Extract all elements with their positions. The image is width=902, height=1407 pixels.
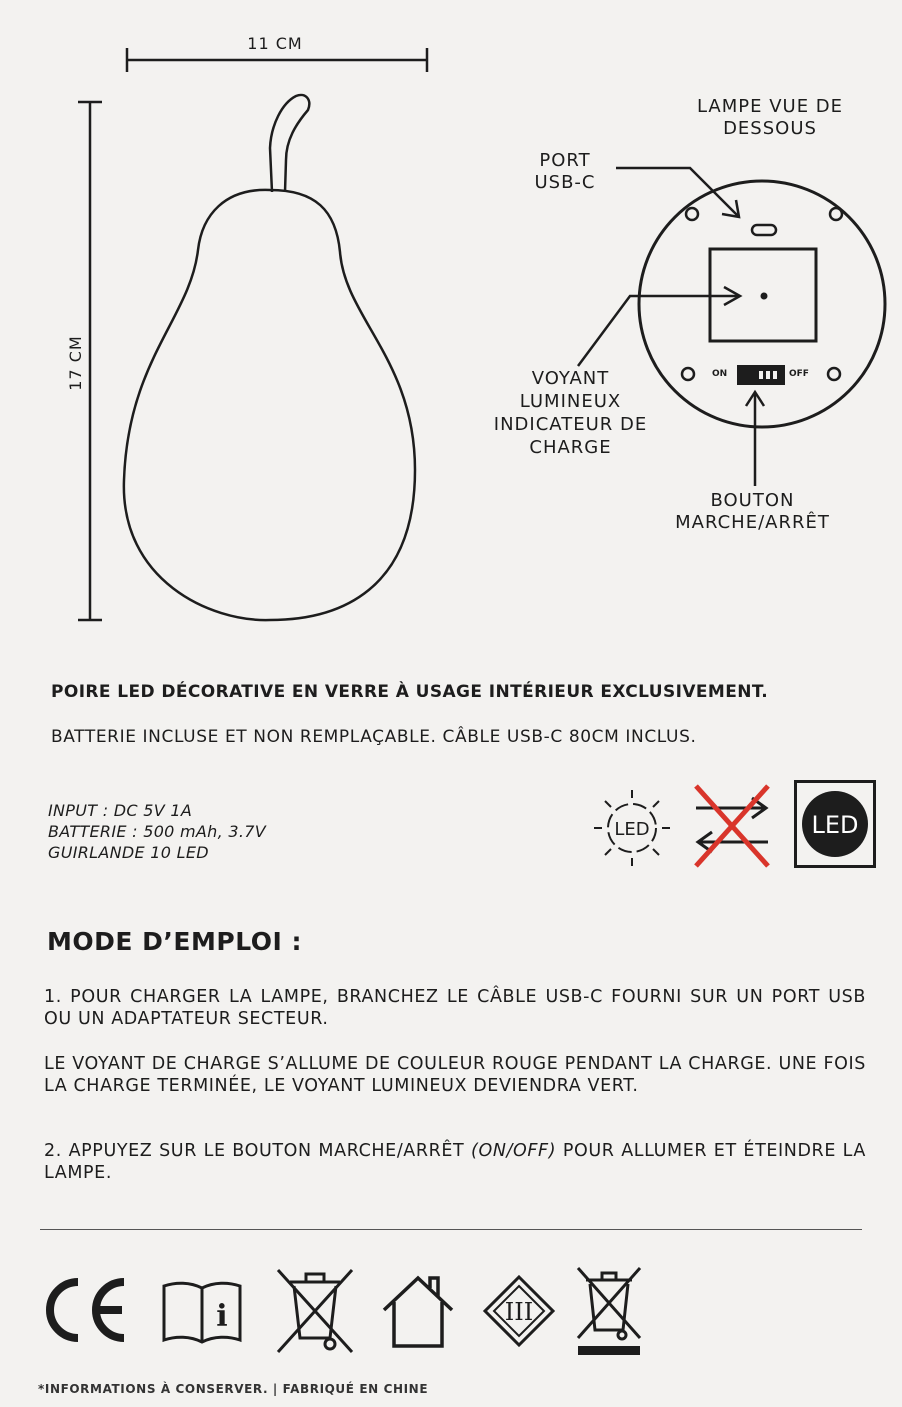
charge-indicator-label: VOYANT LUMINEUX INDICATEUR DE CHARGE <box>493 368 648 458</box>
step2-text-end: POUR ALLUMER ET ÉTEINDRE LA LAMPE. <box>44 1141 866 1183</box>
spec-battery: BATTERIE : 500 mAh, 3.7V <box>48 822 266 841</box>
manual-text: i <box>216 1299 228 1334</box>
divider <box>40 1229 862 1230</box>
spec-garland: GUIRLANDE 10 LED <box>48 843 209 862</box>
no-replace-bulb-icon <box>690 782 774 870</box>
arrow-usb <box>616 168 739 217</box>
instruction-charge-note: LE VOYANT DE CHARGE S’ALLUME DE COULEUR ROUGE PENDANT LA CHARGE. UNE FOIS LA CHARGE TERMINÉE, LE VOYANT LUMINEUX DEVIENDRA VERT. <box>44 1054 866 1096</box>
pear-stem <box>270 95 309 192</box>
arrow-voyant <box>578 287 740 366</box>
ce-mark-icon <box>38 1272 130 1348</box>
screw-hole-icon <box>828 368 840 380</box>
step2-emphasis: (ON/OFF) <box>471 1141 557 1161</box>
screw-hole-icon <box>830 208 842 220</box>
weee-battery-bin-icon <box>574 1264 644 1358</box>
led-dark-text: LED <box>811 811 859 839</box>
instruction-step-1: 1. POUR CHARGER LA LAMPE, BRANCHEZ LE CÂBLE USB-C FOURNI SUR UN PORT USB OU UN ADAPTATEUR SECTEUR. <box>44 987 866 1029</box>
footer-note: *INFORMATIONS À CONSERVER. | FABRIQUÉ EN CHINE <box>38 1382 429 1396</box>
charge-indicator-dot <box>761 293 768 300</box>
switch-on-label: ON <box>712 369 728 379</box>
instructions-title: MODE D’EMPLOI : <box>47 927 302 956</box>
led-badge-icon <box>794 780 876 868</box>
usb-port-label: PORT USB-C <box>534 150 596 193</box>
pear-outline <box>124 190 415 620</box>
battery-cable-info: BATTERIE INCLUSE ET NON REMPLAÇABLE. CÂBLE USB-C 80CM INCLUS. <box>51 727 697 747</box>
indoor-house-icon <box>378 1270 458 1352</box>
led-light-icon <box>592 786 672 870</box>
manual-book-icon <box>160 1276 244 1346</box>
width-label: 11 CM <box>247 34 303 53</box>
lamp-bottom-view <box>639 181 885 427</box>
switch-off-label: OFF <box>789 369 809 379</box>
class-text: III <box>504 1298 534 1326</box>
screw-hole-icon <box>686 208 698 220</box>
led-sun-text: LED <box>614 819 650 840</box>
arrow-bouton <box>746 392 764 486</box>
spec-input: INPUT : DC 5V 1A <box>48 801 193 820</box>
bottom-view-title: LAMPE VUE DE DESSOUS <box>696 96 844 139</box>
weee-bin-icon <box>272 1264 358 1356</box>
height-label: 17 CM <box>66 335 85 391</box>
specs-block <box>48 800 266 863</box>
class-iii-icon <box>482 1274 556 1348</box>
instruction-step-2 <box>44 1140 866 1184</box>
product-description: POIRE LED DÉCORATIVE EN VERRE À USAGE INTÉRIEUR EXCLUSIVEMENT. <box>51 682 769 702</box>
screw-hole-icon <box>682 368 694 380</box>
switch-label: BOUTON MARCHE/ARRÊT <box>675 490 830 533</box>
usb-c-port-icon <box>752 225 776 235</box>
step2-text: 2. APPUYEZ SUR LE BOUTON MARCHE/ARRÊT <box>44 1141 472 1161</box>
ce-text: CE <box>38 1272 40 1273</box>
